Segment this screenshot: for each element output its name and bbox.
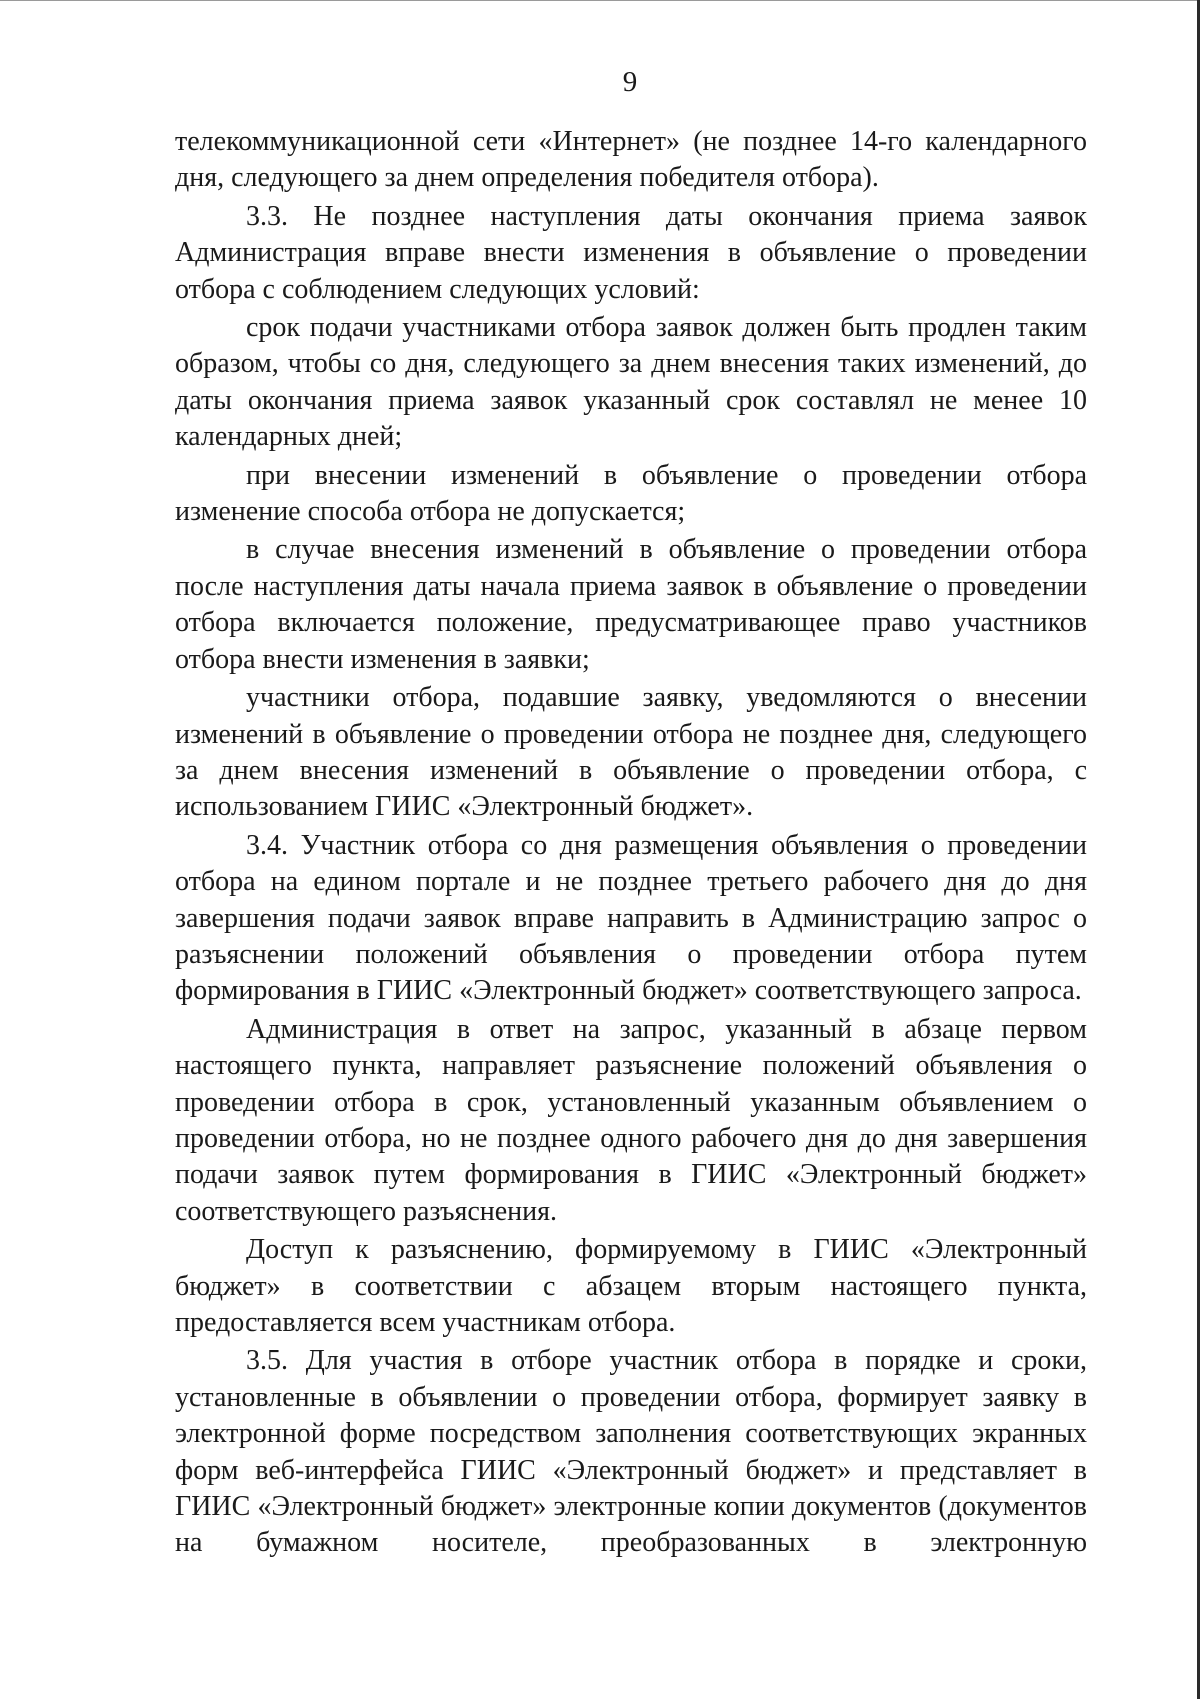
paragraph-condition-changes: в случае внесения изменений в объявление о проведении отбора после наступления даты начала приема заявок в объявление о проведении отбора включается положение, предусматривающее право участников отбора внести изменения в заявки; bbox=[175, 534, 1087, 675]
paragraph-3-3: 3.3. Не позднее наступления даты окончания приема заявок Администрация вправе внести изменения в объявление о проведении отбора с соблюдением следующих условий: bbox=[175, 200, 1087, 305]
paragraph-condition-deadline: срок подачи участниками отбора заявок должен быть продлен таким образом, чтобы со дня, следующего за днем внесения таких изменений, до даты окончания приема заявок указанный срок составлял не менее 10 календарных дней; bbox=[175, 312, 1087, 453]
paragraph-clarification-access: Доступ к разъяснению, формируемому в ГИИС «Электронный бюджет» в соответствии с абзацем вторым настоящего пункта, предоставляется всем участникам отбора. bbox=[175, 1234, 1087, 1338]
paragraph-condition-method: при внесении изменений в объявление о проведении отбора изменение способа отбора не допускается; bbox=[175, 459, 1087, 528]
paragraph-condition-notification: участники отбора, подавшие заявку, уведомляются о внесении изменений в объявление о проведении отбора не позднее дня, следующего за днем внесения изменений в объявление о проведении отбора, с использованием ГИИС «Электронный бюджет». bbox=[175, 682, 1087, 823]
paragraph-continuation: телекоммуникационной сети «Интернет» (не позднее 14-го календарного дня, следующего за днем определения победителя отбора). bbox=[175, 126, 1087, 194]
document-body bbox=[175, 124, 1087, 1564]
scan-edge-top bbox=[0, 0, 1200, 1]
paragraph-3-5: 3.5. Для участия в отборе участник отбора в порядке и сроки, установленные в объявлении о проведении отбора, формирует заявку в электронной форме посредством заполнения соответствующих экранных форм веб-интерфейса ГИИС «Электронный бюджет» и представляет в ГИИС «Электронный бюджет» электронные копии документов (документов на бумажном носителе, преобразованных в электронную bbox=[175, 1345, 1087, 1559]
page-number: 9 bbox=[622, 66, 638, 98]
paragraph-administration-response: Администрация в ответ на запрос, указанный в абзаце первом настоящего пункта, направляет разъяснение положений объявления о проведении отбора в срок, установленный указанным объявлением о проведении отбора, но не позднее одного рабочего дня до дня завершения подачи заявок путем формирования в ГИИС «Электронный бюджет» соответствующего разъяснения. bbox=[175, 1013, 1087, 1227]
paragraph-3-4: 3.4. Участник отбора со дня размещения объявления о проведении отбора на едином портале и не позднее третьего рабочего дня до дня завершения подачи заявок вправе направить в Администрацию запрос о разъяснении положений объявления о проведении отбора путем формирования в ГИИС «Электронный бюджет» соответствующего запроса. bbox=[175, 829, 1087, 1007]
